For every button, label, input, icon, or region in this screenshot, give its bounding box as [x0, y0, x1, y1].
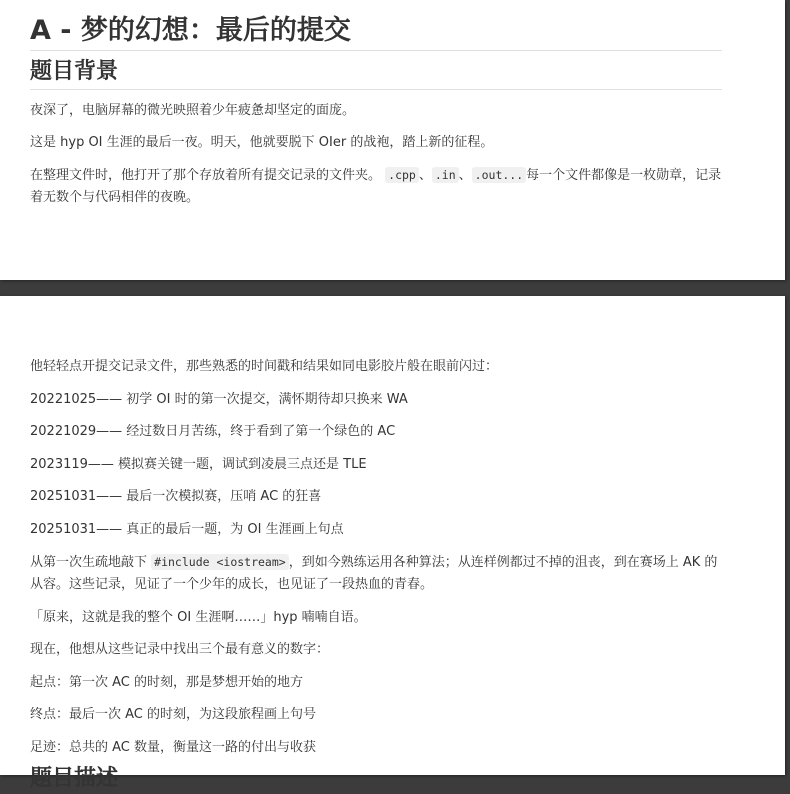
record-line: 20251031—— 最后一次模拟赛，压哨 AC 的狂喜: [30, 489, 322, 504]
goal-item: 终点：最后一次 AC 的时刻，为这段旅程画上句号: [30, 707, 317, 722]
page-1-content: [30, 14, 722, 209]
goal-paragraph: 现在，他想从这些记录中找出三个最有意义的数字：: [30, 642, 330, 657]
goal-item: 起点：第一次 AC 的时刻，那是梦想开始的地方: [30, 674, 304, 690]
record-line: 2023119—— 模拟赛关键一题，调试到凌晨三点还是 TLE: [30, 456, 367, 472]
document-page-2: [0, 296, 785, 791]
goal-item: 足迹：总共的 AC 数量，衡量这一路的付出与收获: [30, 739, 317, 755]
inline-code-include: #include <iostream>: [151, 554, 289, 570]
record-line: 20251031—— 真正的最后一题，为 OI 生涯画上句点: [30, 521, 344, 537]
separator-text: 、: [458, 168, 472, 183]
section-heading-description: 题目描述: [30, 766, 119, 791]
page-2-content: [30, 356, 722, 769]
background-paragraph-3: [30, 164, 722, 209]
separator-text: 、: [418, 168, 432, 183]
background-paragraph-2: 这是 hyp OI 生涯的最后一夜。明天，他就要脱下 OIer 的战袍，踏上新的征程。: [30, 135, 494, 150]
inline-code-in: .in: [432, 167, 459, 183]
paragraph-text: ，到如今熟练运用各种算法；从连样例都过不掉的沮丧，到在赛场上 AK 的从容。这些记录，见证了一个少年的成长，也见证了一段热血的青春。: [30, 555, 718, 592]
journey-paragraph: [30, 551, 722, 596]
section-heading-background: 题目背景: [30, 57, 722, 90]
record-line: 20221029—— 经过数日月苦练，终于看到了第一个绿色的 AC: [30, 424, 396, 439]
quote-paragraph: 「原来，这就是我的整个 OI 生涯啊……」hyp 喃喃自语。: [30, 609, 367, 625]
problem-title: A - 梦的幻想：最后的提交: [30, 14, 722, 51]
inline-code-cpp: .cpp: [385, 167, 419, 183]
inline-code-out: .out...: [472, 167, 526, 183]
paragraph-text: 从第一次生疏地敲下: [30, 555, 148, 570]
paragraph-text: 在整理文件时，他打开了那个存放着所有提交记录的文件夹。: [30, 168, 382, 183]
paragraph-text: 每一个文件都像是一枚勋章，记录着无数个与代码相伴的夜晚。: [30, 168, 722, 205]
record-line: 20221025—— 初学 OI 时的第一次提交，满怀期待却只换来 WA: [30, 391, 408, 407]
intro-paragraph: 他轻轻点开提交记录文件，那些熟悉的时间戳和结果如同电影胶片般在眼前闪过：: [30, 359, 499, 374]
background-paragraph-1: 夜深了，电脑屏幕的微光映照着少年疲惫却坚定的面庞。: [30, 103, 356, 118]
document-page-1: [0, 0, 785, 280]
